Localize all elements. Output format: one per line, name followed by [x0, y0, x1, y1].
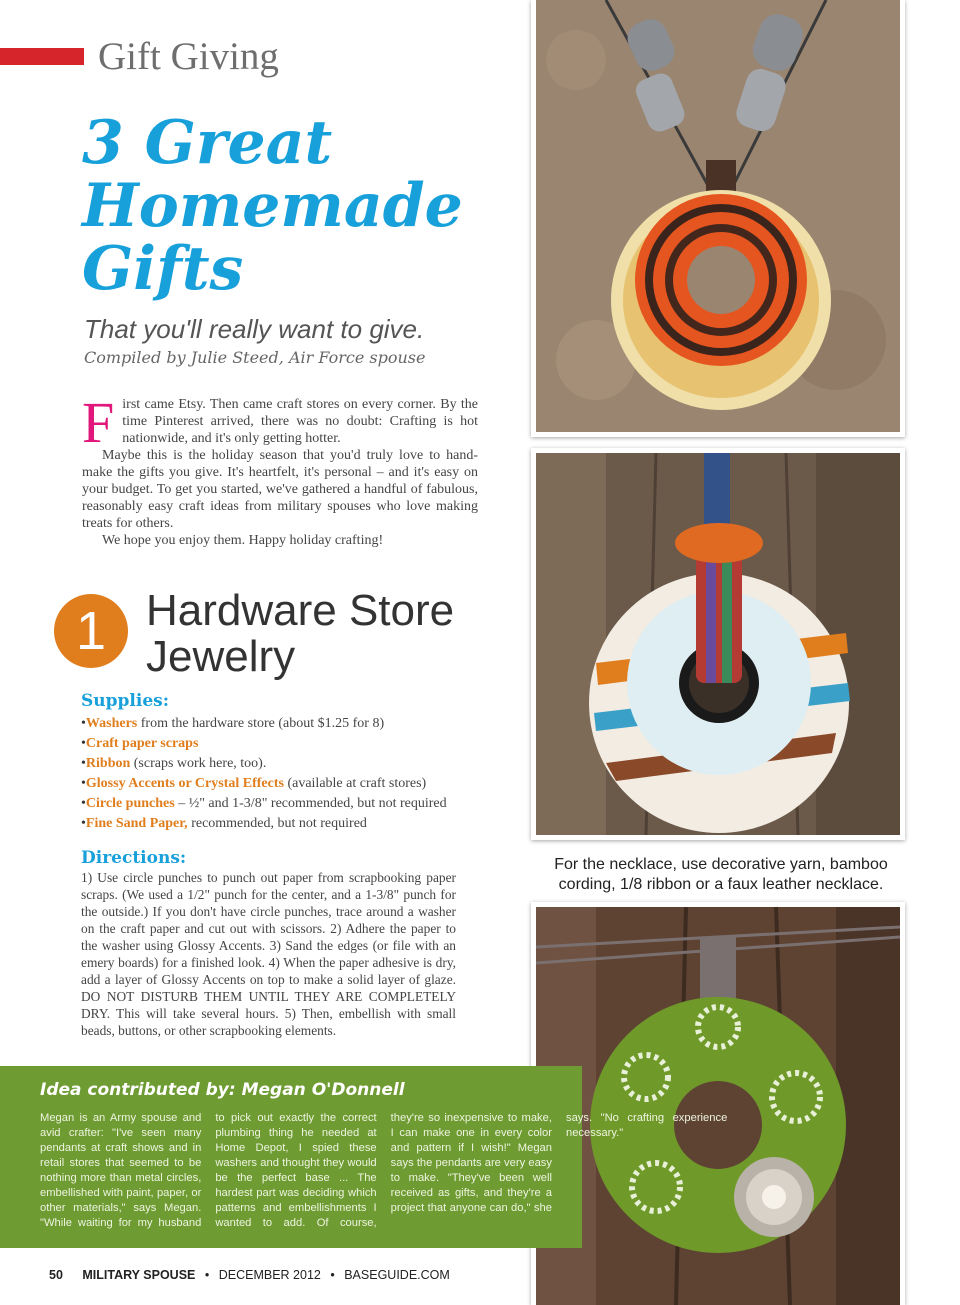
sidebar-text: Megan is an Army spouse and avid crafter: "I've seen many pendants at craft shows and in retail stores that seemed to be nothing more than metal circles, embellished with paint, paper, or other materials," says Megan. "While waiting for my husband to pick out exactly the correct plumbing thing he needed at Home Depot, I spied these washers and thought they would be the perfect base ... The hardest part was deciding which patterns and embellishments I wanted to add. Of course, they're so inexpensive to make, I can make one in every color and pattern if I wish!" Megan says the pendants are very easy to make. "They've been well received as gifts, and they're a project that anyone can do," she says. "No crafting experience necessary.": [40, 1112, 728, 1229]
photo-striped-pendant: [531, 0, 905, 437]
magazine-name: MILITARY SPOUSE: [82, 1268, 196, 1282]
article-headline: [82, 108, 522, 304]
contributor-sidebar: [0, 1066, 728, 1248]
section-number-badge: 1: [54, 594, 128, 668]
sidebar-body: [40, 1111, 728, 1231]
website: BASEGUIDE.COM: [344, 1268, 450, 1282]
directions-heading: Directions:: [81, 848, 187, 868]
footer-separator: •: [204, 1268, 210, 1282]
supply-item: [81, 794, 481, 814]
sidebar-title: Idea contributed by: Megan O'Donnell: [40, 1080, 405, 1100]
supplies-list: [81, 714, 481, 834]
section-title-line-2: Jewelry: [146, 632, 296, 681]
supply-item: [81, 754, 481, 774]
photo-blue-pendant: [531, 448, 905, 840]
supply-text: recommended, but not required: [187, 816, 367, 831]
blue-pendant-illustration: [536, 453, 900, 835]
supply-item: [81, 714, 481, 734]
supply-item: [81, 774, 481, 794]
supply-text: from the hardware store (about $1.25 for 8): [137, 716, 385, 731]
intro-p1-text: irst came Etsy. Then came craft stores on every corner. By the time Pinterest arrived, there was no doubt: Crafting is hot nationwide, and it's only getting hotter.: [122, 397, 478, 446]
striped-pendant-illustration: [536, 0, 900, 432]
green-pendant-illustration: [536, 907, 900, 1305]
supply-text: (available at craft stores): [283, 776, 427, 791]
drop-cap: F: [82, 390, 115, 455]
supplies-heading: Supplies:: [81, 691, 169, 711]
section-title-line-1: Hardware Store: [146, 586, 455, 635]
supply-highlight: Washers: [85, 716, 138, 731]
intro-paragraph-2: Maybe this is the holiday season that you'd truly love to hand-make the gifts you give. It's heartfelt, it's personal – and it's easy on your budget. To get you started, we've gathered a handful of fabulous, reasonably easy craft ideas from military spouses who love making treats for others.: [82, 448, 478, 531]
footer-separator: •: [330, 1268, 335, 1282]
section-color-bar: [0, 48, 84, 65]
section-label: Gift Giving: [98, 35, 279, 78]
photo-green-pendant: [531, 902, 905, 1305]
intro-text: [82, 390, 478, 549]
page-footer: [49, 1268, 450, 1282]
section-title: [146, 588, 454, 680]
supply-highlight: Circle punches: [85, 796, 175, 811]
headline-line-3: Gifts: [82, 234, 244, 304]
issue-date: DECEMBER 2012: [218, 1268, 321, 1282]
intro-paragraph-3: We hope you enjoy them. Happy holiday crafting!: [102, 533, 384, 548]
intro-paragraph-1: [82, 390, 478, 455]
photo-caption: For the necklace, use decorative yarn, bamboo cording, 1/8 ribbon or a faux leather necklace.: [554, 856, 888, 893]
directions-text: 1) Use circle punches to punch out paper from scrapbooking paper scraps. (We used a 1/2" punch for the center, and a 1-3/8" punch for the outside.) If you don't have circle punches, trace around a washer on the craft paper and cut out with scissors. 2) Adhere the paper to the washer using Glossy Accents. 3) Sand the edges (or file with an emery boards) for a finished look. 4) When the paper adhesive is dry, add a layer of Glossy Accents on top to make a solid layer of glaze. DO NOT DISTURB THEM UNTIL THEY ARE COMPLETELY DRY. This will take several hours. 5) Then, embellish with small beads, buttons, or other scrapbooking elements.: [81, 870, 456, 1038]
page-number: 50: [49, 1268, 63, 1282]
article-byline: Compiled by Julie Steed, Air Force spouse: [84, 348, 426, 367]
supply-highlight: Fine Sand Paper,: [85, 816, 188, 831]
supply-item: [81, 814, 481, 834]
supply-highlight: Ribbon: [85, 756, 131, 771]
supply-highlight: Glossy Accents or Crystal Effects: [85, 776, 284, 791]
headline-line-2: Homemade: [82, 171, 463, 241]
article-subtitle: That you'll really want to give.: [84, 314, 425, 344]
supply-text: (scraps work here, too).: [130, 756, 267, 771]
supply-highlight: Craft paper scraps: [85, 736, 199, 751]
headline-line-1: 3 Great: [82, 108, 333, 178]
supply-item: [81, 734, 481, 754]
supply-text: – ½" and 1-3/8" recommended, but not required: [174, 796, 447, 811]
